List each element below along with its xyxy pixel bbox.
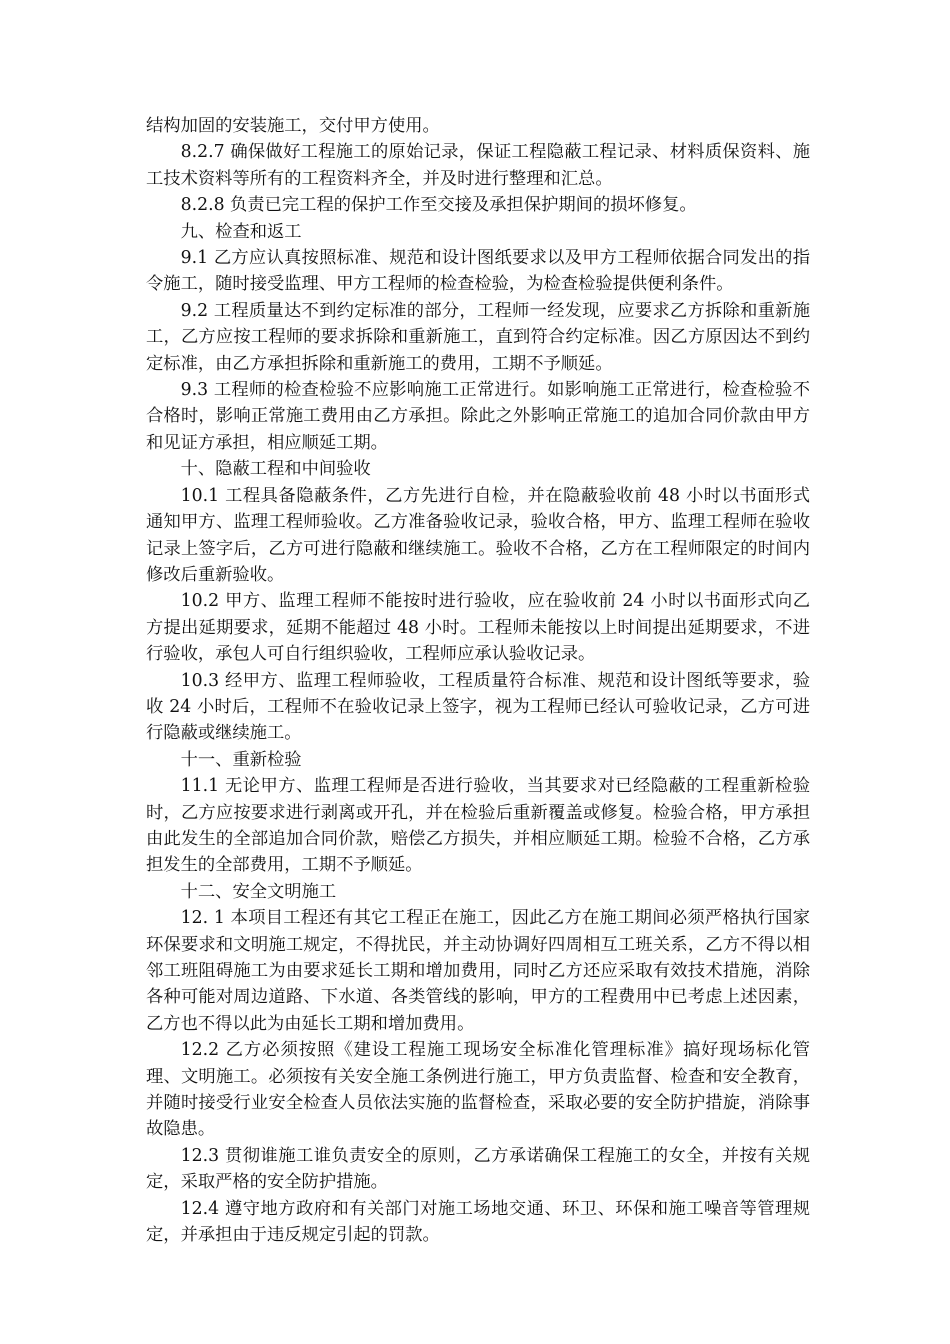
- clause-9-2: 9.2 工程质量达不到约定标准的部分，工程师一经发现，应要求乙方拆除和重新施工，乙方应按工程师的要求拆除和重新施工，直到符合约定标准。因乙方原因达不到约定标准，由乙方承担拆除和重新施工的费用，工期不予顺延。: [146, 300, 810, 374]
- section-heading-9: 九、检查和返工: [180, 221, 302, 242]
- clause-8-2-8: 8.2.8 负责已完工程的保护工作至交接及承担保护期间的损坏修复。: [180, 195, 697, 216]
- clause-9-3: 9.3 工程师的检查检验不应影响施工正常进行。如影响施工正常进行，检查检验不合格时，影响正常施工费用由乙方承担。除此之外影响正常施工的追加合同价款由甲方和见证方承担，相应顺延工期。: [146, 380, 810, 453]
- document-body: [146, 113, 810, 1248]
- clause-9-1: 9.1 乙方应认真按照标准、规范和设计图纸要求以及甲方工程师依据合同发出的指令施工，随时接受监理、甲方工程师的检查检验，为检查检验提供便利条件。: [146, 248, 810, 295]
- clause-12-2: 12.2 乙方必须按照《建设工程施工现场安全标准化管理标准》搞好现场标化管理、文明施工。必须按有关安全施工条例进行施工，甲方负责监督、检查和安全教育，并随时接受行业安全检查人员依法实施的监督检查，采取必要的安全防护措旋，消除事故隐患。: [146, 1040, 810, 1140]
- clause-12-3: 12.3 贯彻谁施工谁负责安全的原则，乙方承诺确保工程施工的女全，并按有关规定，采取严格的安全防护措施。: [146, 1145, 810, 1193]
- section-heading-10: 十、隐蔽工程和中间验收: [180, 459, 371, 480]
- clause-8-2-7: 8.2.7 确保做好工程施工的原始记录，保证工程隐蔽工程记录、材料质保资料、施工技术资料等所有的工程资料齐全，并及时进行整理和汇总。: [146, 142, 810, 189]
- clause-11-1: 11.1 无论甲方、监理工程师是否进行验收，当其要求对已经隐蔽的工程重新检验时，乙方应按要求进行剥离或开孔，并在检验后重新覆盖或修复。检验合格，甲方承担由此发生的全部追加合同价款，赔偿乙方损失，并相应顺延工期。检验不合格，乙方承担发生的全部费用，工期不予顺延。: [146, 776, 810, 876]
- paragraph-continuation: 结构加固的安装施工，交付甲方使用。: [146, 116, 440, 136]
- clause-10-2: 10.2 甲方、监理工程师不能按时进行验收，应在验收前 24 小时以书面形式向乙方提出延期要求，延期不能超过 48 小时。工程师未能按以上时间提出延期要求，不进行验收，承包人可自行组织验收，工程师应承认验收记录。: [146, 591, 810, 665]
- section-heading-12: 十二、安全文明施工: [180, 881, 337, 902]
- clause-12-4: 12.4 遵守地方政府和有关部门对施工场地交通、环卫、环保和施工噪音等管理规定，并承担由于违反规定引起的罚款。: [146, 1198, 810, 1246]
- clause-10-1: 10.1 工程具备隐蔽条件，乙方先进行自检，并在隐蔽验收前 48 小时以书面形式通知甲方、监理工程师验收。乙方准备验收记录，验收合格，甲方、监理工程师在验收记录上签字后，乙方可进行隐蔽和继续施工。验收不合格，乙方在工程师限定的时间内修改后重新验收。: [146, 485, 810, 585]
- section-heading-11: 十一、重新检验: [180, 749, 302, 770]
- clause-10-3: 10.3 经甲方、监理工程师验收，工程质量符合标准、规范和设计图纸等要求，验收 24 小时后，工程师不在验收记录上签字，视为工程师已经认可验收记录，乙方可进行隐蔽或继续施工。: [146, 670, 810, 744]
- clause-12-1: 12. 1 本项目工程还有其它工程正在施工，因此乙方在施工期间必须严格执行国家环保要求和文明施工规定，不得扰民，并主动协调好四周相互工班关系，乙方不得以相邻工班阻碍施工为由要求延长工期和增加费用，同时乙方还应采取有效技术措施，消除各种可能对周边道路、下水道、各类管线的影响，甲方的工程费用中已考虑上述因素，乙方也不得以此为由延长工期和增加费用。: [146, 908, 810, 1034]
